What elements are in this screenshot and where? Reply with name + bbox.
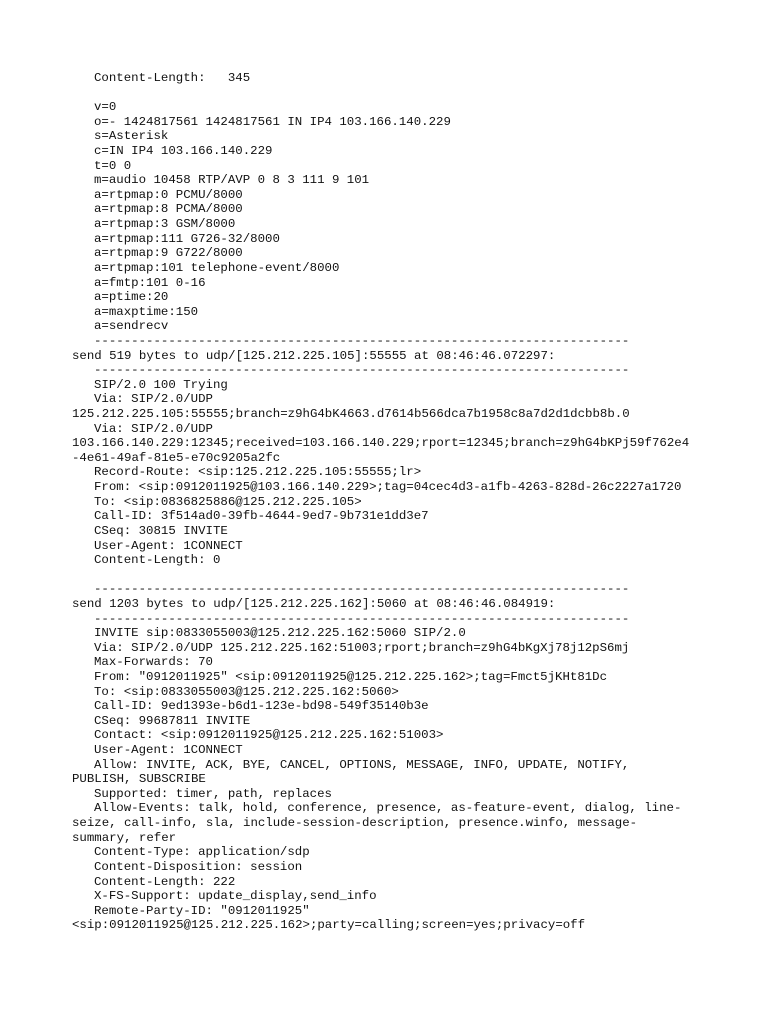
log-line: t=0 0	[94, 158, 132, 173]
log-line: a=rtpmap:111 G726-32/8000	[94, 231, 280, 246]
separator-rule: ------------------------------------------------------------------------	[94, 611, 630, 626]
log-line: To: <sip:0833055003@125.212.225.162:5060>	[94, 684, 399, 699]
log-line: m=audio 10458 RTP/AVP 0 8 3 111 9 101	[94, 173, 370, 188]
log-line: Content-Disposition: session	[94, 859, 303, 874]
log-line: c=IN IP4 103.166.140.229	[94, 144, 273, 159]
log-line: Content-Length: 345	[94, 71, 251, 85]
log-line: a=ptime:20	[94, 290, 169, 305]
log-line: a=rtpmap:0 PCMU/8000	[94, 187, 243, 202]
log-line: a=maxptime:150	[94, 304, 199, 319]
send-header-line: send 519 bytes to udp/[125.212.225.105]:55555 at 08:46:46.072297:	[72, 348, 556, 363]
log-line: CSeq: 99687811 INVITE	[94, 713, 251, 728]
log-line: INVITE sip:0833055003@125.212.225.162:5060 SIP/2.0	[94, 626, 466, 641]
log-line: X-FS-Support: update_display,send_info	[94, 889, 377, 904]
log-line: -4e61-49af-81e5-e70c9205a2fc	[72, 450, 281, 465]
log-line: a=rtpmap:9 G722/8000	[94, 246, 243, 261]
log-line: To: <sip:0836825886@125.212.225.105>	[94, 494, 362, 509]
log-line: From: <sip:0912011925@103.166.140.229>;tag=04cec4d3-a1fb-4263-828d-26c2227a1720	[94, 480, 682, 495]
log-line: <sip:0912011925@125.212.225.162>;party=calling;screen=yes;privacy=off	[72, 918, 586, 933]
log-line: Call-ID: 3f514ad0-39fb-4644-9ed7-9b731e1dd3e7	[94, 509, 429, 524]
log-line: a=rtpmap:101 telephone-event/8000	[94, 260, 340, 275]
log-line: From: "0912011925" <sip:0912011925@125.212.225.162>;tag=Fmct5jKHt81Dc	[94, 669, 608, 684]
log-line: Contact: <sip:0912011925@125.212.225.162:51003>	[94, 728, 444, 743]
log-line: a=rtpmap:3 GSM/8000	[94, 217, 236, 232]
separator-rule: ------------------------------------------------------------------------	[94, 333, 630, 348]
log-line: v=0	[94, 100, 117, 115]
log-line: a=sendrecv	[94, 319, 169, 334]
log-line: PUBLISH, SUBSCRIBE	[72, 772, 206, 787]
log-line: User-Agent: 1CONNECT	[94, 743, 243, 758]
log-line: 103.166.140.229:12345;received=103.166.140.229;rport=12345;branch=z9hG4bKPj59f762e4	[72, 436, 690, 451]
log-line: CSeq: 30815 INVITE	[94, 523, 228, 538]
log-line: Allow-Events: talk, hold, conference, presence, as-feature-event, dialog, line-	[94, 801, 682, 816]
blank-line	[72, 568, 702, 583]
log-line: Call-ID: 9ed1393e-b6d1-123e-bd98-549f35140b3e	[94, 699, 429, 714]
log-line: SIP/2.0 100 Trying	[94, 377, 228, 392]
log-line: Via: SIP/2.0/UDP 125.212.225.162:51003;rport;branch=z9hG4bKgXj78j12pS6mj	[94, 640, 630, 655]
log-line: Allow: INVITE, ACK, BYE, CANCEL, OPTIONS, MESSAGE, INFO, UPDATE, NOTIFY,	[94, 757, 630, 772]
log-line: o=- 1424817561 1424817561 IN IP4 103.166.140.229	[94, 114, 451, 129]
separator-rule: ------------------------------------------------------------------------	[94, 582, 630, 597]
send-header-line: send 1203 bytes to udp/[125.212.225.162]:5060 at 08:46:46.084919:	[72, 596, 556, 611]
log-line: a=rtpmap:8 PCMA/8000	[94, 202, 243, 217]
log-line: s=Asterisk	[94, 129, 169, 144]
log-line: Content-Length: 0	[94, 553, 221, 568]
log-line: Remote-Party-ID: "0912011925"	[94, 903, 310, 918]
log-line: Content-Length: 222	[94, 874, 236, 889]
log-line: Record-Route: <sip:125.212.225.105:55555;lr>	[94, 465, 422, 480]
log-line: summary, refer	[72, 830, 177, 845]
log-line: Via: SIP/2.0/UDP	[94, 421, 213, 436]
sip-log-document	[72, 71, 702, 933]
log-line: Max-Forwards: 70	[94, 655, 213, 670]
log-line: a=fmtp:101 0-16	[94, 275, 206, 290]
log-line: Via: SIP/2.0/UDP	[94, 392, 213, 407]
separator-rule: ------------------------------------------------------------------------	[94, 363, 630, 378]
blank-line	[72, 86, 702, 101]
log-line: seize, call-info, sla, include-session-description, presence.winfo, message-	[72, 816, 638, 831]
log-line: Supported: timer, path, replaces	[94, 786, 332, 801]
log-line: User-Agent: 1CONNECT	[94, 538, 243, 553]
log-line: 125.212.225.105:55555;branch=z9hG4bK4663.d7614b566dca7b1958c8a7d2d1dcbb8b.0	[72, 407, 630, 422]
log-line: Content-Type: application/sdp	[94, 845, 310, 860]
